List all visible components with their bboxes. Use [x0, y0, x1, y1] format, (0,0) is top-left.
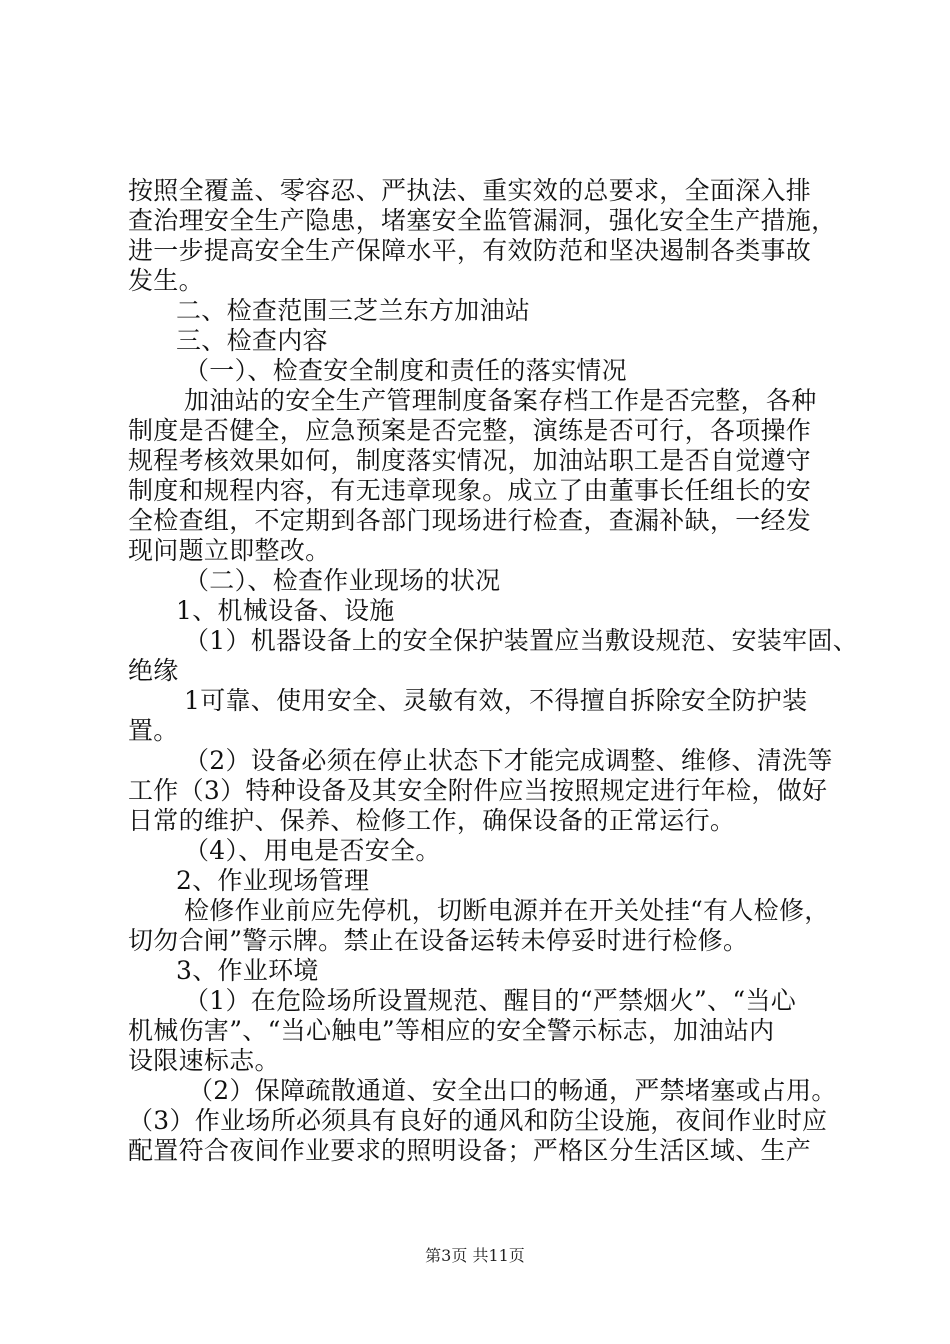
text-line: （1）机器设备上的安全保护装置应当敷设规范、安装牢固、	[184, 626, 859, 655]
text-line: 进一步提高安全生产保障水平，有效防范和坚决遏制各类事故	[128, 236, 812, 265]
text-line: 1可靠、使用安全、灵敏有效，不得擅自拆除安全防护装	[184, 686, 808, 715]
text-line: 发生。	[128, 266, 204, 295]
section-heading: 三、检查内容	[176, 326, 328, 355]
text-line: 切勿合闸”警示牌。禁止在设备运转未停妥时进行检修。	[128, 926, 749, 955]
body-text	[128, 176, 859, 1166]
text-line: 现问题立即整改。	[128, 536, 331, 565]
text-line: 机械伤害”、“当心触电”等相应的安全警示标志，加油站内	[128, 1016, 775, 1045]
text-line: 检修作业前应先停机，切断电源并在开关处挂“有人检修，	[184, 896, 830, 925]
text-line: （4）、用电是否安全。	[184, 836, 441, 865]
text-line: （3）作业场所必须具有良好的通风和防尘设施，夜间作业时应	[128, 1106, 828, 1135]
section-heading: 二、检查范围三芝兰东方加油站	[176, 296, 531, 325]
text-line: 置。	[128, 716, 179, 745]
item-heading: 1、机械设备、设施	[176, 596, 395, 625]
subsection-heading: （一）、检查安全制度和责任的落实情况	[184, 356, 627, 385]
page-number: 第3页 共11页	[425, 1246, 525, 1265]
text-line: 设限速标志。	[128, 1046, 280, 1075]
subsection-heading: （二）、检查作业现场的状况	[184, 566, 501, 595]
text-line: （1）在危险场所设置规范、醒目的“严禁烟火”、“当心	[184, 986, 797, 1015]
text-line: （2）设备必须在停止状态下才能完成调整、维修、清洗等	[184, 746, 833, 775]
text-line: 按照全覆盖、零容忍、严执法、重实效的总要求，全面深入排	[128, 176, 812, 205]
text-line: 加油站的安全生产管理制度备案存档工作是否完整，各种	[184, 386, 817, 415]
text-line: 日常的维护、保养、检修工作，确保设备的正常运行。	[128, 806, 736, 835]
text-line: 全检查组，不定期到各部门现场进行检查，查漏补缺，一经发	[128, 506, 812, 535]
text-line: 配置符合夜间作业要求的照明设备；严格区分生活区域、生产	[128, 1136, 812, 1165]
text-line: 制度和规程内容，有无违章现象。成立了由董事长任组长的安	[128, 476, 812, 505]
text-line: 绝缘	[128, 656, 179, 685]
text-line: 规程考核效果如何，制度落实情况，加油站职工是否自觉遵守	[128, 446, 812, 475]
item-heading: 3、作业环境	[176, 956, 319, 985]
item-heading: 2、作业现场管理	[176, 866, 370, 895]
text-line: 工作（3）特种设备及其安全附件应当按照规定进行年检，做好	[128, 776, 828, 805]
text-line: 查治理安全生产隐患，堵塞安全监管漏洞，强化安全生产措施，	[128, 206, 837, 235]
text-line: （2）保障疏散通道、安全出口的畅通，严禁堵塞或占用。	[188, 1076, 837, 1105]
text-line: 制度是否健全，应急预案是否完整，演练是否可行，各项操作	[128, 416, 812, 445]
